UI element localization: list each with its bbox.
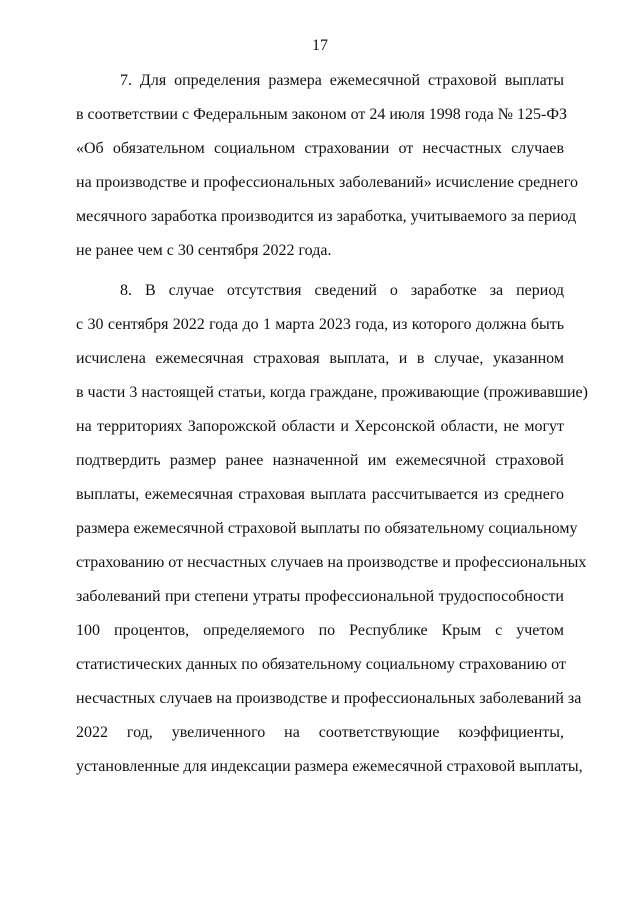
text-line: подтвердить размер ранее назначенной им ежемесячной страховой: [76, 452, 564, 469]
text-line: 2022 год, увеличенного на соответствующие коэффициенты,: [76, 724, 564, 741]
page-number: 17: [312, 37, 328, 54]
text-line: размера ежемесячной страховой выплаты по обязательному социальному: [76, 520, 578, 537]
text-line: месячного заработка производится из заработка, учитываемого за период: [76, 208, 577, 225]
text-line: в соответствии с Федеральным законом от 24 июля 1998 года № 125-ФЗ: [76, 106, 567, 123]
text-line: не ранее чем с 30 сентября 2022 года.: [76, 242, 332, 259]
text-line: 7. Для определения размера ежемесячной страховой выплаты: [120, 72, 564, 89]
text-line: установленные для индексации размера ежемесячной страховой выплаты,: [76, 758, 583, 775]
text-line: несчастных случаев на производстве и профессиональных заболеваний за: [76, 690, 582, 707]
text-line: выплаты, ежемесячная страховая выплата рассчитывается из среднего: [76, 486, 564, 503]
text-line: «Об обязательном социальном страховании от несчастных случаев: [76, 140, 564, 157]
text-line: исчислена ежемесячная страховая выплата, и в случае, указанном: [76, 350, 564, 367]
text-line: статистических данных по обязательному социальному страхованию от: [76, 656, 566, 673]
text-line: на производстве и профессиональных заболеваний» исчисление среднего: [76, 174, 578, 191]
text-line: на территориях Запорожской области и Херсонской области, не могут: [76, 418, 564, 435]
text-line: 100 процентов, определяемого по Республике Крым с учетом: [76, 622, 564, 639]
text-line: страхованию от несчастных случаев на производстве и профессиональных: [76, 554, 587, 571]
text-line: 8. В случае отсутствия сведений о заработке за период: [120, 282, 564, 299]
paragraph-8: [76, 274, 588, 784]
text-line: заболеваний при степени утраты профессиональной трудоспособности: [76, 588, 564, 605]
text-line: в части 3 настоящей статьи, когда граждане, проживающие (проживавшие): [76, 384, 588, 401]
paragraph-7: [76, 64, 578, 268]
text-line: с 30 сентября 2022 года до 1 марта 2023 года, из которого должна быть: [76, 316, 564, 333]
